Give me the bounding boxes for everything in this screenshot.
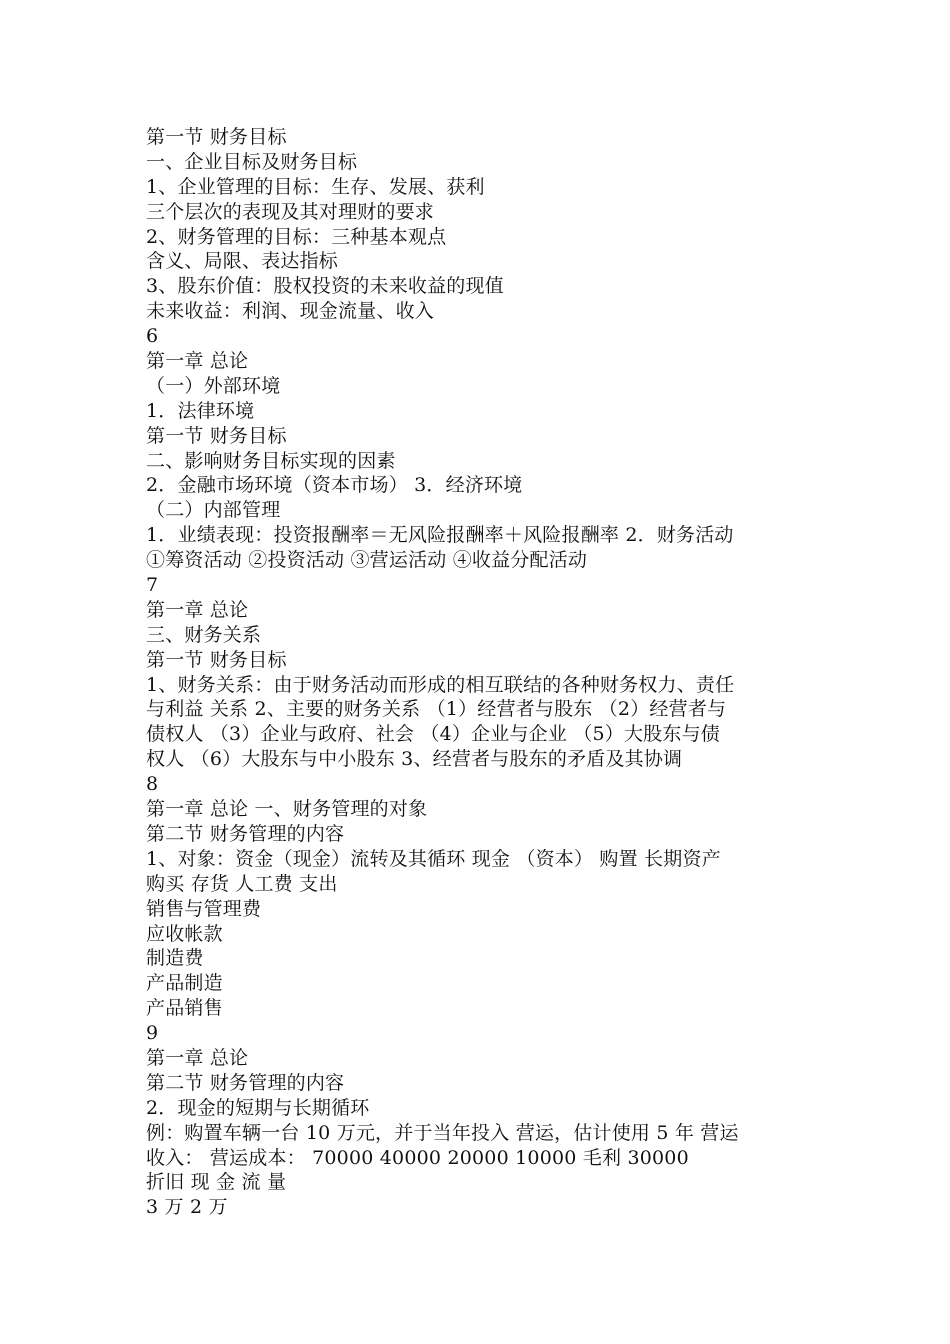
text-line: 第二节 财务管理的内容 xyxy=(146,822,345,845)
text-line: 应收帐款 xyxy=(146,922,223,945)
text-line: 第一节 财务目标 xyxy=(146,648,287,671)
text-line: 一、企业目标及财务目标 xyxy=(146,150,358,173)
text-line: （二）内部管理 xyxy=(146,499,281,522)
text-line: 3、股东价值：股权投资的未来收益的现值 xyxy=(146,275,504,298)
text-line: 1．法律环境 xyxy=(146,399,255,422)
text-line: （一）外部环境 xyxy=(146,374,281,397)
text-line: 第二节 财务管理的内容 xyxy=(146,1071,345,1094)
text-line: 销售与管理费 xyxy=(146,897,262,920)
text-line: 权人 （6）大股东与中小股东 3、经营者与股东的矛盾及其协调 xyxy=(146,748,683,771)
text-line: 2．现金的短期与长期循环 xyxy=(146,1096,370,1119)
text-line: 与利益 关系 2、主要的财务关系 （1）经营者与股东 （2）经营者与 xyxy=(146,698,727,721)
page-number: 7 xyxy=(146,574,159,597)
document-page xyxy=(146,125,826,1220)
text-line: 第一章 总论 xyxy=(146,350,249,373)
text-line: 三、财务关系 xyxy=(146,623,262,646)
text-line: 购买 存货 人工费 支出 xyxy=(146,872,338,895)
text-line: 第一节 财务目标 xyxy=(146,424,287,447)
page-number: 9 xyxy=(146,1022,159,1045)
text-line: 未来收益：利润、现金流量、收入 xyxy=(146,300,435,323)
text-line: 制造费 xyxy=(146,947,204,970)
text-line: 1．业绩表现：投资报酬率＝无风险报酬率＋风险报酬率 2．财务活动 xyxy=(146,524,734,547)
text-line: 1、企业管理的目标：生存、发展、获利 xyxy=(146,175,485,198)
text-line: 2、财务管理的目标：三种基本观点 xyxy=(146,225,447,248)
text-line: 含义、局限、表达指标 xyxy=(146,250,339,273)
text-line: 2．金融市场环境（资本市场） 3．经济环境 xyxy=(146,474,523,497)
text-line: 三个层次的表现及其对理财的要求 xyxy=(146,200,435,223)
text-line: 收入： 营运成本： 70000 40000 20000 10000 毛利 30000 xyxy=(146,1146,689,1169)
text-line: 1、对象：资金（现金）流转及其循环 现金 （资本） 购置 长期资产 xyxy=(146,847,721,870)
text-line: 债权人 （3）企业与政府、社会 （4）企业与企业 （5）大股东与债 xyxy=(146,723,720,746)
text-line: 二、影响财务目标实现的因素 xyxy=(146,449,396,472)
text-line: 产品制造 xyxy=(146,972,223,995)
text-line: 第一章 总论 xyxy=(146,598,249,621)
text-line: 1、财务关系：由于财务活动而形成的相互联结的各种财务权力、责任 xyxy=(146,673,735,696)
text-line: 第一章 总论 一、财务管理的对象 xyxy=(146,798,428,821)
text-line: 产品销售 xyxy=(146,997,223,1020)
page-number: 6 xyxy=(146,325,159,348)
page-number: 8 xyxy=(146,773,159,796)
text-line: 折旧 现 金 流 量 xyxy=(146,1171,287,1194)
text-line: 第一章 总论 xyxy=(146,1046,249,1069)
text-line: 例：购置车辆一台 10 万元，并于当年投入 营运，估计使用 5 年 营运 xyxy=(146,1121,739,1144)
text-line: 3 万 2 万 xyxy=(146,1196,228,1219)
text-line: ①筹资活动 ②投资活动 ③营运活动 ④收益分配活动 xyxy=(146,549,588,572)
text-line: 第一节 财务目标 xyxy=(146,126,287,148)
